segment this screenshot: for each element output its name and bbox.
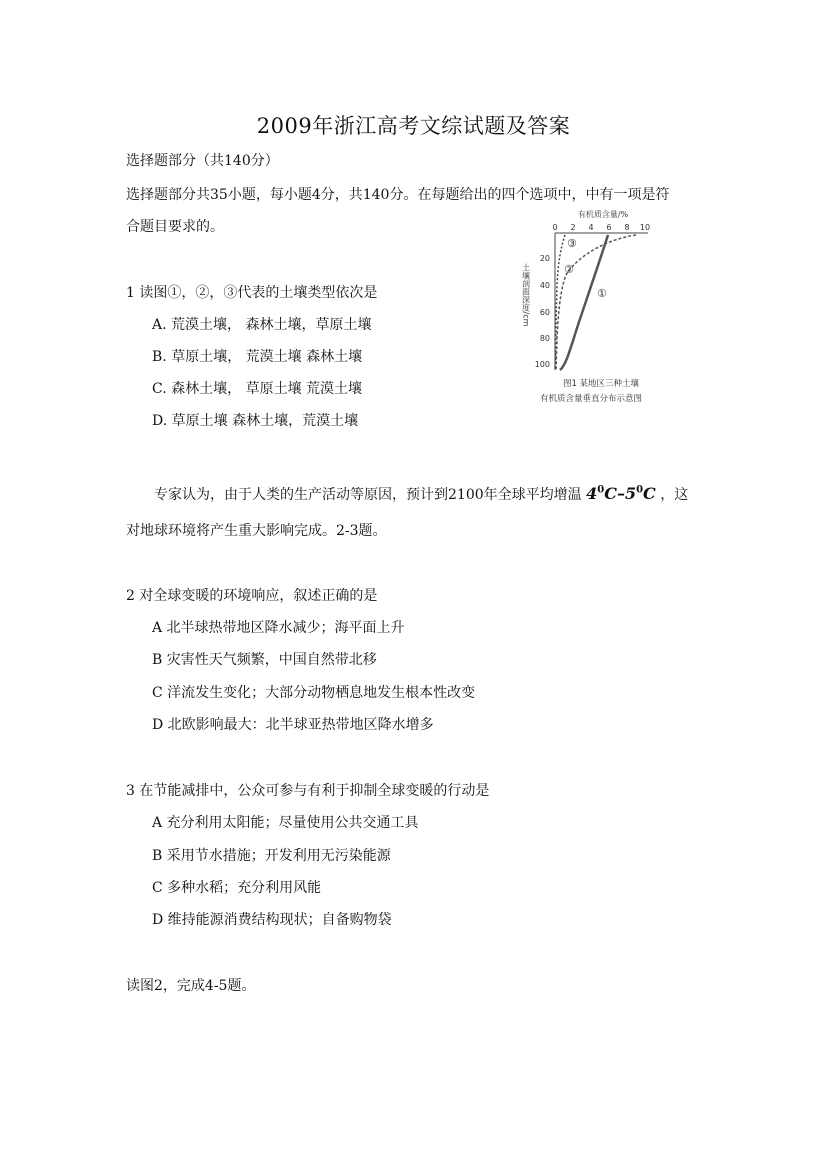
section-intro-line-1: 选择题部分共35小题，每小题4分，共140分。在每题给出的四个选项中，中有一项是符 [126,187,670,203]
figure-1-axis-top-label: 有机质含量/% [577,210,629,219]
temperature-from: 4 [586,484,598,503]
figure-1-y-tick: 60 [539,308,550,317]
question-3-option-d: D 维持能源消费结构现状；自备购物袋 [152,912,392,928]
question-3-option-c: C 多种水稻；充分利用风能 [152,880,322,896]
question-2-stem: 2 对全球变暖的环境响应，叙述正确的是 [126,588,378,604]
figure-1-x-tick: 4 [588,223,594,232]
figure-1-y-label: 土壤剖面深度/cm [521,263,531,327]
figure-1-caption-line-1: 图1 某地区三种土壤 [562,379,640,389]
figure-1-y-tick: 20 [539,254,550,263]
section-intro-line-2: 合题目要求的。 [126,219,224,235]
question-2-option-d: D 北欧影响最大：北半球亚热带地区降水增多 [152,717,434,733]
degree-mark: 0 [597,484,605,496]
figure-1-soil-organic-matter-chart [508,205,678,410]
question-3-stem: 3 在节能减排中，公众可参与有利于抑制全球变暖的行动是 [126,783,490,799]
figure-1-y-tick: 80 [539,334,550,343]
question-1-option-d: D. 草原土壤 森林土壤，荒漠土壤 [152,413,359,429]
page-title: 2009年浙江高考文综试题及答案 [256,114,571,138]
figure-1-curve-label: ① [597,287,607,300]
temperature-range [586,484,656,503]
question-1-option-c: C. 森林土壤， 草原土壤 荒漠土壤 [152,381,363,397]
figure-1-y-tick: 40 [539,281,550,290]
figure-1-y-tick: 100 [534,360,550,369]
question-2-option-c: C 洋流发生变化；大部分动物栖息地发生根本性改变 [152,685,476,701]
question-1-stem: 1 读图①，②，③代表的土壤类型依次是 [126,285,378,301]
temperature-unit: C [604,484,617,503]
passage-line-2: 对地球环境将产生重大影响完成。2-3题。 [126,523,387,539]
figure-1-x-tick: 10 [639,223,651,232]
figure-1-curve-label: ③ [567,237,577,250]
question-2-option-a: A 北半球热带地区降水减少；海平面上升 [152,620,405,636]
figure-1-x-tick: 8 [624,223,630,232]
passage-line-1 [154,484,688,504]
question-1-option-a: A. 荒漠土壤， 森林土壤，草原土壤 [152,317,372,333]
passage-text-before: 专家认为，由于人类的生产活动等原因，预计到2100年全球平均增温 [154,487,582,503]
question-1-option-b: B. 草原土壤， 荒漠土壤 森林土壤 [152,349,363,365]
question-3-option-a: A 充分利用太阳能；尽量使用公共交通工具 [152,815,419,831]
figure-1-curve-2 [556,235,636,370]
figure-1-caption-line-2: 有机质含量垂直分布示意图 [539,394,643,404]
degree-mark: 0 [636,484,644,496]
passage-text-after: ，这 [660,487,689,503]
temperature-to: 5 [624,484,637,503]
footer-instruction: 读图2，完成4-5题。 [126,978,256,994]
temperature-unit: C [643,484,656,503]
question-3-option-b: B 采用节水措施；开发利用无污染能源 [152,848,391,864]
figure-1-x-tick: 6 [606,223,612,232]
section-heading: 选择题部分（共140分） [126,153,279,169]
question-2-option-b: B 灾害性天气频繁，中国自然带北移 [152,652,377,668]
figure-1-curve-label: ② [564,263,574,276]
figure-1-x-tick: 2 [570,223,576,232]
temperature-dash: – [616,484,625,503]
figure-1-x-tick: 0 [552,223,558,232]
